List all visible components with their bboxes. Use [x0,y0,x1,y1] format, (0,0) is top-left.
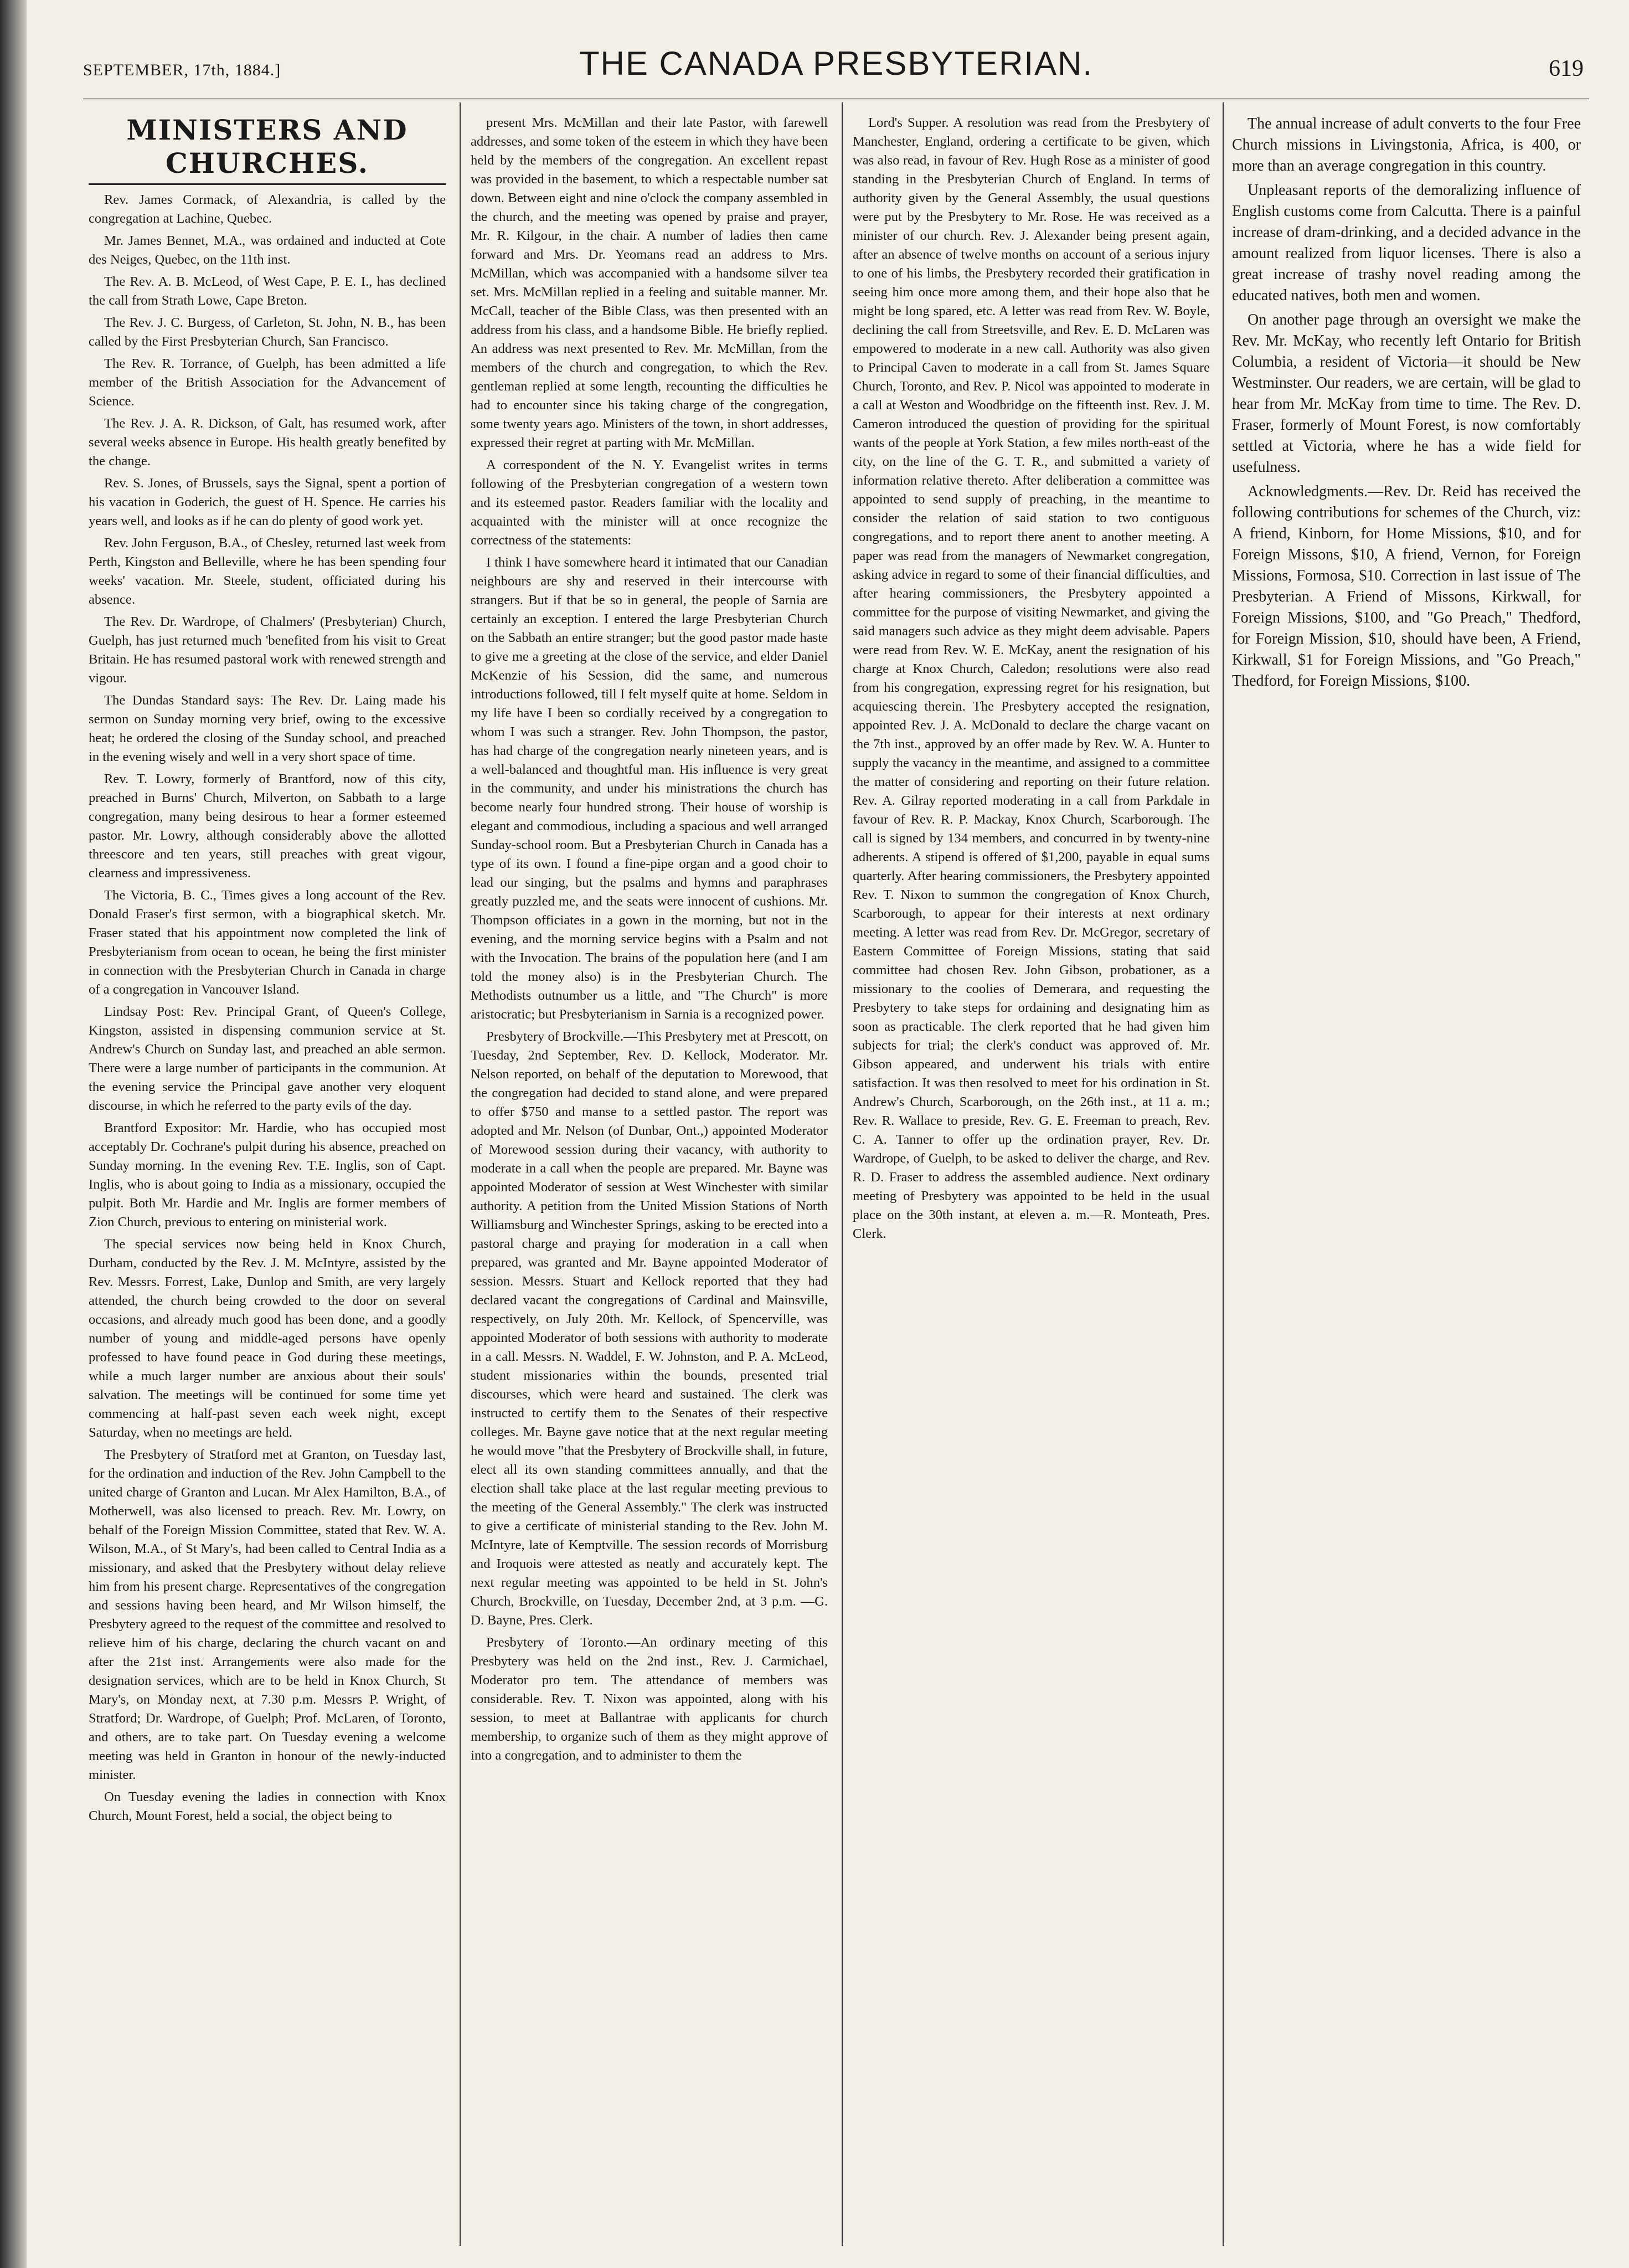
issue-date: SEPTEMBER, 17th, 1884.] [83,61,281,79]
article-paragraph: The Rev. A. B. McLeod, of West Cape, P. E. I., has declined the call from Strath Lowe, Cape Breton. [89,274,446,308]
column-divider [460,102,461,2246]
article-paragraph: Acknowledgments.—Rev. Dr. Reid has received the following contributions for schemes of the Church, viz: A friend, Kinborn, for Home Missions, $10, and for Foreign Missons, $10, A friend, Vernon, for Foreign Missions, Formosa, $10. Correction in last issue of The Presbyterian. A Friend of Missons, Kirkwall, for Foreign Missions, $100, and "Go Preach," Thedford, for Foreign Mission, $10, should have been, A Friend, Kirkwall, $1 for Foreign Missions, and "Go Preach," Thedford, for Foreign Missions, $100. [1232,483,1581,690]
column-2 [471,114,828,2240]
article-paragraph: The special services now being held in Knox Church, Durham, conducted by the Rev. J. M. McIntyre, assisted by the Rev. Messrs. Forrest, Lake, Dunlop and Smith, are very largely attended, the church being crowded to the door on several occasions, and already much good has been done, and a goodly number of young and middle-aged persons have openly professed to have found peace in God during these meetings, while a much larger number are anxious about their souls' salvation. The meetings will be continued for some time yet commencing at half-past seven each week night, except Saturday, when no meetings are held. [89,1237,446,1440]
article-columns [83,102,1589,2246]
article-paragraph: On another page through an oversight we make the Rev. Mr. McKay, who recently left Ontario for British Columbia, a resident of Victoria—it should be New Westminster. Our readers, we are certain, will be glad to hear from Mr. McKay from time to time. The Rev. D. Fraser, formerly of Mount Forest, is now comfortably settled at Victoria, where he has a wide field for usefulness. [1232,311,1581,476]
article-paragraph: Unpleasant reports of the demoralizing influence of English customs come from Calcutta. There is a painful increase of dram-drinking, and a decided advance in the amount realized from liquor licenses. There is also a great increase of trashy novel reading among the educated natives, both men and women. [1232,182,1581,304]
newspaper-title: THE CANADA PRESBYTERIAN. [579,45,1094,82]
column-2-body [471,114,828,1765]
column-4 [1232,114,1581,2240]
article-paragraph: Presbytery of Brockville.—This Presbytery met at Prescott, on Tuesday, 2nd September, Rev. D. Kellock, Moderator. Mr. Nelson reported, on behalf of the deputation to Morewood, that the congregation had decided to stand alone, and were prepared to offer $750 and manse to a settled pastor. The report was adopted and Mr. Nelson (of Dunbar, Ont.,) appointed Moderator of Morewood session during their vacancy, with authority to moderate in a call when the people are prepared. Mr. Bayne was appointed Moderator of session at West Winchester with similar authority. A petition from the United Mission Stations of North Williamsburg and Winchester Springs, asking to be erected into a pastoral charge and praying for moderation in a call when prepared, was granted and Mr. Bayne appointed Moderator of session. Messrs. Stuart and Kellock reported that they had declared vacant the congregations of Cardinal and Mainsville, respectively, on July 20th. Mr. Kellock, of Spencerville, was appointed Moderator of both sessions with authority to moderate in a call. Messrs. N. Waddel, F. W. Johnston, and P. A. McLeod, student missionaries within the bounds, presented trial discourses, which were heard and sustained. The clerk was instructed to certify them to the Senates of their respective colleges. Mr. Bayne gave notice that at the next regular meeting he would move "that the Presbytery of Brockville shall, in future, elect all its own standing committees annually, and that the election shall take place at the last regular meeting previous to the meeting of the General Assembly." The clerk was instructed to give a certificate of ministerial standing to the Rev. John M. McIntyre, late of Kemptville. The session records of Morrisburg and Iroquois were attested as neatly and accurately kept. The next regular meeting was appointed to be held in St. John's Church, Brockville, on Tuesday, December 2nd, at 3 p.m. —G. D. Bayne, Pres. Clerk. [471,1029,828,1628]
column-divider [1223,102,1224,2246]
article-paragraph: On Tuesday evening the ladies in connection with Knox Church, Mount Forest, held a social, the object being to [89,1789,446,1823]
article-paragraph: The Rev. J. C. Burgess, of Carleton, St. John, N. B., has been called by the First Presbyterian Church, San Francisco. [89,315,446,349]
article-paragraph: Lord's Supper. A resolution was read from the Presbytery of Manchester, England, ordering a certificate to be given, which was also read, in favour of Rev. Hugh Rose as a minister of good standing in the Presbyterian Church of England. In terms of authority given by the General Assembly, the usual questions were put by the Presbytery to Mr. Rose. He was received as a minister of our church. Rev. J. Alexander being present again, after an absence of twelve months on account of a serious injury to one of his limbs, the Presbytery recorded their gratification in seeing him once more among them, and their hope also that he might be long spared, etc. A letter was read from Rev. W. Boyle, declining the call from Streetsville, and Rev. E. D. McLaren was empowered to moderate in a new call. Authority was also given to Principal Caven to moderate in a call from St. James Square Church, Toronto, and Rev. P. Nicol was appointed to moderate in a call at Weston and Woodbridge on the fifteenth inst. Rev. J. M. Cameron introduced the question of providing for the spiritual wants of the people at York Station, a few miles north-east of the city, on the line of the G. T. R., and submitted a variety of information relative thereto. After deliberation a committee was appointed to send supply of preaching, in the meantime to consider the relation of said station to two contiguous congregations, and to report there anent to another meeting. A paper was read from the managers of Newmarket congregation, asking advice in regard to some of their financial difficulties, and after hearing commissioners, the Presbytery appointed a committee for the purpose of visiting Newmarket, and giving the said managers such advice as they might deem advisable. Papers were read from Rev. W. E. McKay, anent the resignation of his charge at Knox Church, Caledon; resolutions were also read from his congregation, expressing regret for his resignation, but acquiescing therein. The Presbytery accepted the resignation, appointed Rev. J. A. McDonald to declare the charge vacant on the 7th inst., approved by an offer made by Rev. W. A. Hunter to supply the vacancy in the meantime, and assigned to a committee the matter of considering and reporting on their future relation. Rev. A. Gilray reported moderating in a call from Parkdale in favour of Rev. R. P. Mackay, Knox Church, Scarborough. The call is signed by 134 members, and concurred in by twenty-nine adherents. A stipend is offered of $1,200, payable in equal sums quarterly. After hearing commissioners, the Presbytery appointed Rev. T. Nixon to summon the congregation of Knox Church, Scarborough, to appear for their interests at next ordinary meeting. A letter was read from Rev. Dr. McGregor, secretary of Eastern Committee of Foreign Missions, stating that said committee had chosen Rev. John Gibson, probationer, as a missionary to the coolies of Demerara, and requesting the Presbytery to take steps for ordaining and designating him as soon as practicable. The clerk reported that he had given him subjects for trial; the clerk's conduct was approved of. Mr. Gibson appeared, and underwent his trials with entire satisfaction. It was then resolved to meet for his ordination in St. Andrew's Church, Scarborough, on the 26th inst., at 11 a. m.; Rev. R. Wallace to preside, Rev. G. E. Freeman to preach, Rev. C. A. Tanner to offer up the ordination prayer, Rev. Dr. Wardrope, of Guelph, to be asked to deliver the charge, and Rev. R. D. Fraser to address the assembled audience. Next ordinary meeting of Presbytery was appointed to be held in the usual place on the 30th instant, at eleven a. m.—R. Monteath, Pres. Clerk. [853,115,1210,1241]
page-header [83,39,1589,94]
article-paragraph: Mr. James Bennet, M.A., was ordained and inducted at Cote des Neiges, Quebec, on the 11th inst. [89,233,446,267]
column-1-body [89,191,446,1825]
article-paragraph: The Rev. Dr. Wardrope, of Chalmers' (Presbyterian) Church, Guelph, has just returned much 'benefited from his visit to Great Britain. He has resumed pastoral work with renewed strength and vigour. [89,614,446,686]
article-paragraph: The Dundas Standard says: The Rev. Dr. Laing made his sermon on Sunday morning very brief, owing to the excessive heat; he ordered the closing of the Sunday school, and preached in the evening wisely and well in a very short space of time. [89,693,446,764]
article-paragraph: Rev. S. Jones, of Brussels, says the Signal, spent a portion of his vacation in Goderich, the guest of H. Spence. He carries his years well, and looks as if he can do plenty of good work yet. [89,476,446,528]
article-paragraph: Brantford Expositor: Mr. Hardie, who has occupied most acceptably Dr. Cochrane's pulpit during his absence, preached on Sunday morning. In the evening Rev. T.E. Inglis, son of Capt. Inglis, who is about going to India as a missionary, occupied the pulpit. Both Mr. Hardie and Mr. Inglis are former members of Zion Church, previous to entering on ministerial work. [89,1120,446,1230]
article-paragraph: The annual increase of adult converts to the four Free Church missions in Livingstonia, Africa, is 400, or more than an average congregation in this country. [1232,115,1581,174]
column-3-body [853,114,1210,1243]
article-paragraph: Lindsay Post: Rev. Principal Grant, of Queen's College, Kingston, assisted in dispensing communion service at St. Andrew's Church on Sunday last, and preached an able sermon. There were a large number of participants in the communion. At the evening service the Principal gave another very eloquent discourse, in which he referred to the party evils of the day. [89,1004,446,1113]
page-binding-edge [0,0,27,2268]
newspaper-page [83,39,1589,2249]
header-rule [83,99,1589,100]
column-divider [842,102,843,2246]
column-1 [89,114,446,2240]
article-paragraph: The Presbytery of Stratford met at Granton, on Tuesday last, for the ordination and induction of the Rev. John Campbell to the united charge of Granton and Lucan. Mr Alex Hamilton, B.A., of Motherwell, was also licensed to preach. Rev. Mr. Lowry, on behalf of the Foreign Mission Committee, stated that Rev. W. A. Wilson, M.A., of St Mary's, had been called to Central India as a missionary, and asked that the Presbytery without delay relieve him from his present charge. Representatives of the congregation and sessions having been heard, and Mr Wilson himself, the Presbytery agreed to the request of the committee and resolved to relieve him of his charge, declaring the church vacant on and after the 21st inst. Arrangements were also made for the designation services, which are to be held in Knox Church, St Mary's, on Monday next, at 7.30 p.m. Messrs P. Wright, of Stratford; Dr. Wardrope, of Guelph; Prof. McLaren, of Toronto, and others, are to take part. On Tuesday evening a welcome meeting was held in Granton in honour of the newly-inducted minister. [89,1447,446,1782]
article-paragraph: The Rev. R. Torrance, of Guelph, has been admitted a life member of the British Association for the Advancement of Science. [89,356,446,409]
column-3 [853,114,1210,2240]
article-paragraph: Rev. John Ferguson, B.A., of Chesley, returned last week from Perth, Kingston and Belleville, where he has been spending four weeks' vacation. Mr. Steele, student, officiated during his absence. [89,536,446,607]
page-number: 619 [1549,56,1584,81]
article-paragraph: present Mrs. McMillan and their late Pastor, with farewell addresses, and some token of the esteem in which they have been held by the members of the congregation. An excellent repast was provided in the basement, to which a respectable number sat down. Between eight and nine o'clock the company assembled in the church, and the meeting was opened by praise and prayer, Mr. R. Kilgour, in the chair. A number of ladies then came forward and Mrs. Dr. Yeomans read an address to Mrs. McMillan, which was accompanied with a handsome silver tea set. Mrs. McMillan replied in a feeling and suitable manner. Mr. McCall, teacher of the Bible Class, was then presented with an address from his class, and a handsome Bible. He briefly replied. An address was next presented to Rev. Mr. McMillan, from the members of the church and congregation, to which the Rev. gentleman replied at some length, recounting the difficulties he had to encounter since his taking charge of the congregation, some twenty years ago. Ministers of the town, in short addresses, expressed their regret at parting with Mr. McMillan. [471,115,828,450]
article-paragraph: Rev. James Cormack, of Alexandria, is called by the congregation at Lachine, Quebec. [89,192,446,226]
article-paragraph: The Rev. J. A. R. Dickson, of Galt, has resumed work, after several weeks absence in Europe. His health greatly benefited by the change. [89,416,446,469]
article-paragraph: I think I have somewhere heard it intimated that our Canadian neighbours are shy and reserved in their intercourse with strangers. But if that be so in general, the people of Sarnia are certainly an exception. I entered the large Presbyterian Church on the Sabbath an entire stranger; but the good pastor made haste to give me a greeting at the close of the service, and elder Daniel McKenzie of his Session, did the same, and numerous introductions followed, till I felt myself quite at home. Seldom in my life have I been so cordially received by a congregation to whom I was such a stranger. Rev. John Thompson, the pastor, has had charge of the congregation nearly nineteen years, and is a well-balanced and thoughtful man. His influence is very great in the community, and under his ministrations the church has become nearly four hundred strong. Their house of worship is elegant and commodious, including a spacious and well arranged Sunday-school room. But a Presbyterian Church in Canada has a type of its own. I found a fine-pipe organ and a good choir to lead our singing, but the psalms and hymns and paraphrases greatly puzzled me, and the seats were innocent of cushions. Mr. Thompson officiates in a gown in the morning, but not in the evening, and the morning service begins with a Psalm and not with the Invocation. The brains of the population here (and I am told the money also) is in the Presbyterian Church. The Methodists outnumber us a little, and "The Church" is more aristocratic; but Presbyterianism in Sarnia is a recognized power. [471,555,828,1022]
article-paragraph: The Victoria, B. C., Times gives a long account of the Rev. Donald Fraser's first sermon, with a biographical sketch. Mr. Fraser stated that his appointment now completed the link of Presbyterianism from ocean to ocean, he being the first minister in connection with the Presbyterian Church in Canada in charge of a congregation in Vancouver Island. [89,888,446,997]
article-paragraph: Presbytery of Toronto.—An ordinary meeting of this Presbytery was held on the 2nd inst., Rev. J. Carmichael, Moderator pro tem. The attendance of members was considerable. Rev. T. Nixon was appointed, along with his session, to meet at Ballantrae with applicants for church membership, to organize such of them as they might approve of into a congregation, and to administer to them the [471,1635,828,1763]
section-heading: MINISTERS AND CHURCHES. [89,114,446,185]
column-4-body [1232,114,1581,692]
article-paragraph: A correspondent of the N. Y. Evangelist writes in terms following of the Presbyterian congregation of a western town and its esteemed pastor. Readers familiar with the locality and acquainted with the minister will at once recognize the correctness of the statements: [471,457,828,548]
article-paragraph: Rev. T. Lowry, formerly of Brantford, now of this city, preached in Burns' Church, Milverton, on Sabbath to a large congregation, many being desirous to hear a former esteemed pastor. Mr. Lowry, although considerably above the allotted threescore and ten years, still preaches with great vigour, clearness and impressiveness. [89,772,446,881]
